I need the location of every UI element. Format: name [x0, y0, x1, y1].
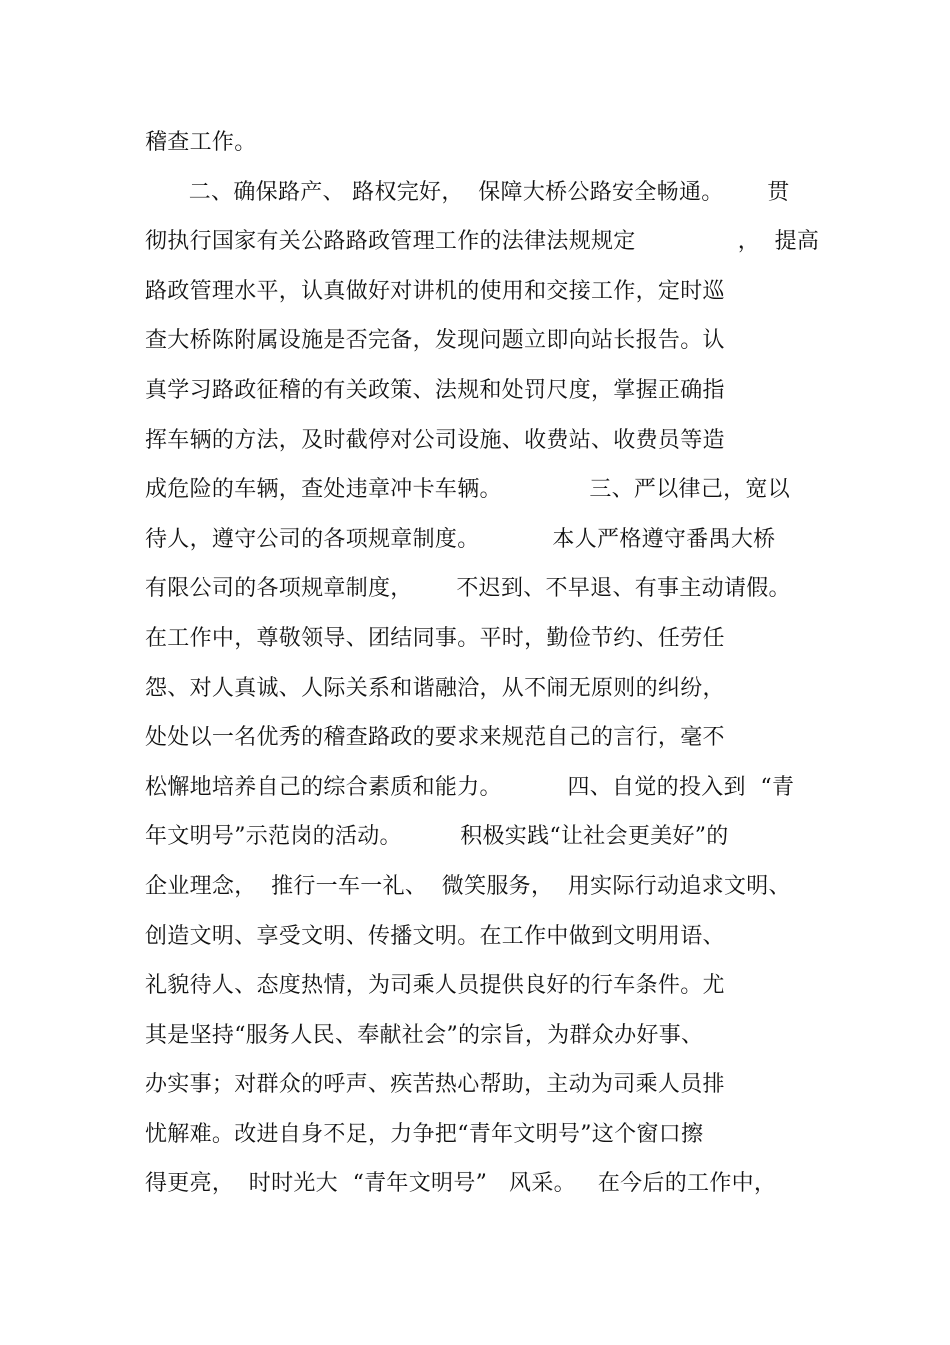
text-line: 路政管理水平，认真做好对讲机的使用和交接工作，定时巡 [145, 278, 725, 304]
text-line: 待人，遵守公司的各项规章制度。 本人严格遵守番禺大桥 [145, 526, 776, 552]
text-line: 有限公司的各项规章制度， 不迟到、不早退、有事主动请假。 [145, 576, 791, 602]
text-line: 挥车辆的方法，及时截停对公司设施、收费站、收费员等造 [145, 427, 725, 453]
text-line: 忧解难。改进自身不足，力争把“青年文明号”这个窗口擦 [145, 1121, 704, 1147]
text-line: 年文明号”示范岗的活动。 积极实践“让社会更美好”的 [145, 824, 729, 850]
text-line: 稽查工作。 [145, 130, 257, 155]
text-line: 其是坚持“服务人民、奉献社会”的宗旨，为群众办好事、 [145, 1022, 704, 1048]
text-line: 怨、对人真诚、人际关系和谐融洽，从不闹无原则的纠纷， [145, 675, 725, 701]
text-line: 在工作中，尊敬领导、团结同事。平时，勤俭节约、任劳任 [145, 625, 725, 651]
text-line: 礼貌待人、态度热情，为司乘人员提供良好的行车条件。尤 [145, 973, 725, 999]
text-line: 彻执行国家有关公路路政管理工作的法律法规规定 ， 提高 [145, 229, 820, 255]
text-line: 得更亮， 时时光大 “青年文明号” 风采。 在今后的工作中， [145, 1171, 777, 1197]
text-line: 企业理念， 推行一车一礼、 微笑服务， 用实际行动追求文明、 [145, 873, 791, 899]
text-line: 二、确保路产、 路权完好， 保障大桥公路安全畅通。 贯 [145, 179, 790, 205]
body-text [145, 118, 845, 1209]
text-line: 查大桥陈附属设施是否完备，发现问题立即向站长报告。认 [145, 328, 725, 354]
text-line: 真学习路政征稽的有关政策、法规和处罚尺度，掌握正确指 [145, 377, 725, 403]
text-line: 办实事；对群众的呼声、疾苦热心帮助，主动为司乘人员排 [145, 1072, 725, 1098]
text-line: 创造文明、享受文明、传播文明。在工作中做到文明用语、 [145, 923, 725, 949]
text-line: 松懈地培养自己的综合素质和能力。 四、自觉的投入到 “青 [145, 774, 795, 800]
text-line: 处处以一名优秀的稽查路政的要求来规范自己的言行，毫不 [145, 725, 725, 751]
text-line: 成危险的车辆，查处违章冲卡车辆。 三、严以律己，宽以 [145, 477, 791, 503]
